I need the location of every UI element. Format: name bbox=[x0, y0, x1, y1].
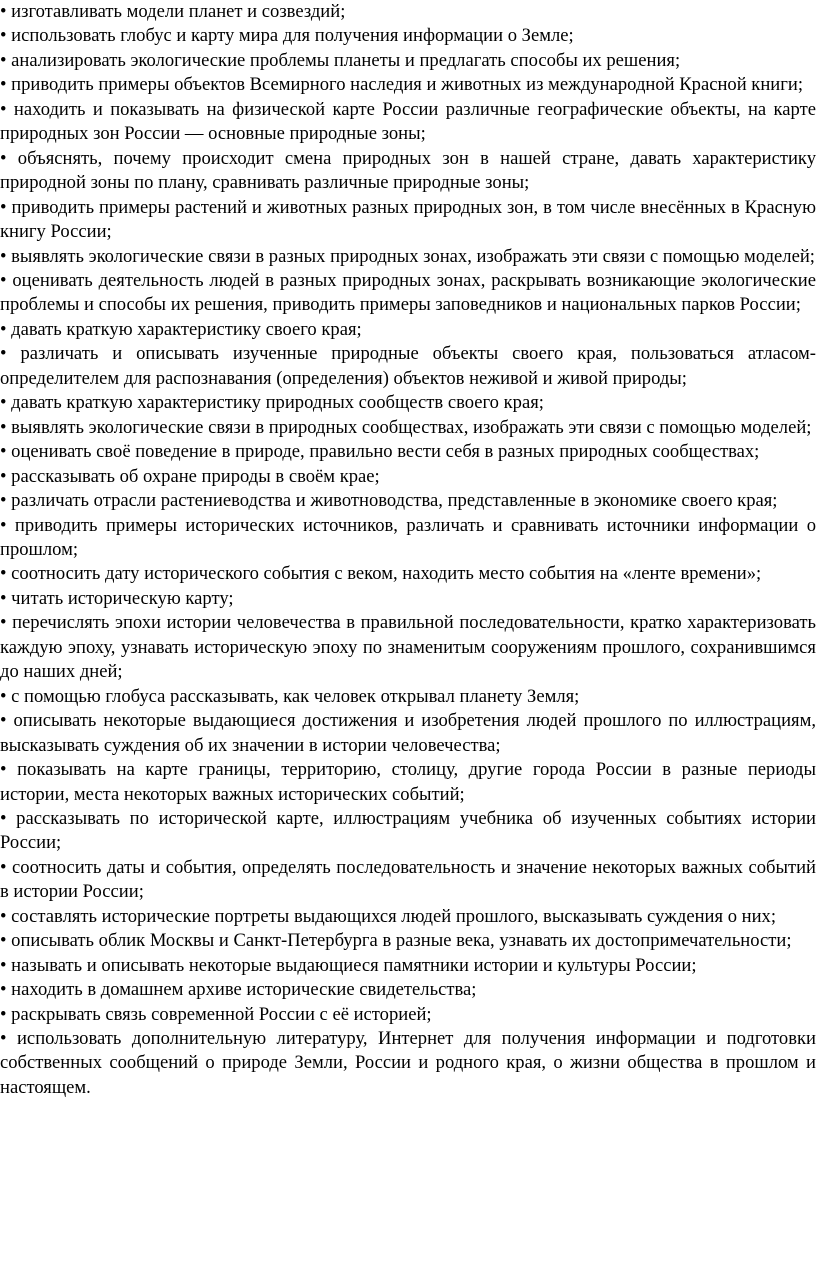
list-item: • оценивать своё поведение в природе, правильно вести себя в разных природных сообществах; bbox=[0, 441, 760, 463]
list-item: • находить в домашнем архиве исторические свидетельства; bbox=[0, 979, 477, 1001]
list-item: • рассказывать по исторической карте, иллюстрациям учебника об изученных событиях истории России; bbox=[0, 807, 816, 854]
list-item: • приводить примеры растений и животных разных природных зон, в том числе внесённых в Красную книгу России; bbox=[0, 196, 816, 243]
list-item: • описывать некоторые выдающиеся достижения и изобретения людей прошлого по иллюстрациям, высказывать суждения об их значении в истории человечества; bbox=[0, 710, 816, 756]
list-item: • использовать глобус и карту мира для получения информации о Земле; bbox=[0, 25, 574, 47]
list-item: • составлять исторические портреты выдающихся людей прошлого, высказывать суждения о них; bbox=[0, 905, 776, 927]
list-item: • выявлять экологические связи в природных сообществах, изображать эти связи с помощью моделей; bbox=[0, 416, 812, 438]
list-item: • перечислять эпохи истории человечества в правильной последовательности, кратко характеризовать каждую эпоху, узнавать историческую эпоху по знаменитым сооружениям прошлого, сохранившимся до наших дней; bbox=[0, 612, 816, 683]
list-item: • находить и показывать на физической карте России различные географические объекты, на карте природных зон России — основные природные зоны; bbox=[0, 98, 816, 145]
list-item: • читать историческую карту; bbox=[0, 587, 234, 609]
list-item: • называть и описывать некоторые выдающиеся памятники истории и культуры России; bbox=[0, 954, 697, 976]
list-item: • соотносить дату исторического события с веком, находить место события на «ленте времени»; bbox=[0, 563, 762, 585]
list-item: • давать краткую характеристику природных сообществ своего края; bbox=[0, 392, 544, 414]
list-item: • с помощью глобуса рассказывать, как человек открывал планету Земля; bbox=[0, 685, 580, 707]
list-item: • приводить примеры исторических источников, различать и сравнивать источники информации о прошлом; bbox=[0, 514, 816, 560]
list-item: • соотносить даты и события, определять последовательность и значение некоторых важных событий в истории России; bbox=[0, 856, 816, 903]
list-item: • оценивать деятельность людей в разных природных зонах, раскрывать возникающие экологические проблемы и способы их решения, приводить примеры заповедников и национальных парков России; bbox=[0, 269, 816, 316]
list-item: • различать отрасли растениеводства и животноводства, представленные в экономике своего края; bbox=[0, 490, 778, 512]
list-item: • показывать на карте границы, территорию, столицу, другие города России в разные периоды истории, места некоторых важных исторических событий; bbox=[0, 759, 816, 805]
list-item: • анализировать экологические проблемы планеты и предлагать способы их решения; bbox=[0, 49, 681, 71]
list-item: • объяснять, почему происходит смена природных зон в нашей стране, давать характеристику природной зоны по плану, сравнивать различные природные зоны; bbox=[0, 147, 816, 194]
list-item: • рассказывать об охране природы в своём крае; bbox=[0, 465, 380, 487]
list-item: • выявлять экологические связи в разных природных зонах, изображать эти связи с помощью моделей; bbox=[0, 245, 815, 267]
list-item: • раскрывать связь современной России с её историей; bbox=[0, 1003, 432, 1025]
list-item: • приводить примеры объектов Всемирного наследия и животных из международной Красной книги; bbox=[0, 74, 803, 96]
list-item: • описывать облик Москвы и Санкт-Петербурга в разные века, узнавать их достопримечательности; bbox=[0, 930, 792, 952]
list-item: • использовать дополнительную литературу, Интернет для получения информации и подготовки собственных сообщений о природе Земли, России и родного края, о жизни общества в прошлом и настоящем. bbox=[0, 1028, 816, 1098]
list-item: • давать краткую характеристику своего края; bbox=[0, 318, 362, 340]
list-item: • различать и описывать изученные природные объекты своего края, пользоваться атласом-определителем для распознавания (определения) объектов неживой и живой природы; bbox=[0, 343, 816, 389]
list-item: • изготавливать модели планет и созвездий; bbox=[0, 1, 346, 22]
